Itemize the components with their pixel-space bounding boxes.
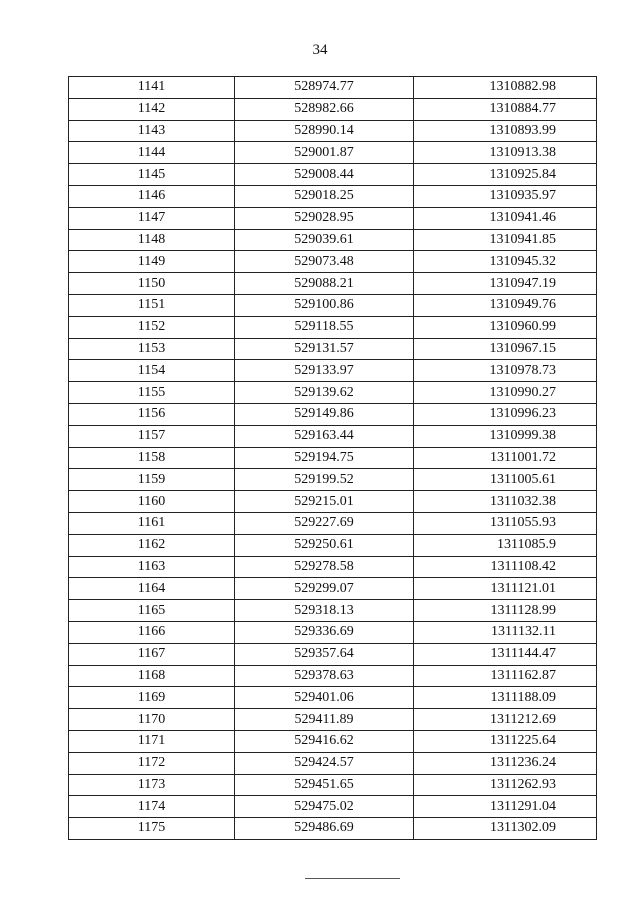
x-coordinate-cell: 529139.62 (235, 382, 414, 404)
point-number-cell: 1148 (69, 229, 235, 251)
x-coordinate-cell: 529028.95 (235, 207, 414, 229)
point-number-cell: 1141 (69, 77, 235, 99)
point-number-cell: 1175 (69, 818, 235, 840)
point-number-cell: 1157 (69, 425, 235, 447)
table-row (69, 120, 597, 142)
table-row (69, 316, 597, 338)
y-coordinate-cell: 1311132.11 (414, 621, 597, 643)
y-coordinate-cell: 1311302.09 (414, 818, 597, 840)
table-row (69, 578, 597, 600)
table-row (69, 709, 597, 731)
table-row (69, 818, 597, 840)
y-coordinate-cell: 1310999.38 (414, 425, 597, 447)
y-coordinate-cell: 1311212.69 (414, 709, 597, 731)
table-row (69, 534, 597, 556)
x-coordinate-cell: 528974.77 (235, 77, 414, 99)
point-number-cell: 1142 (69, 98, 235, 120)
x-coordinate-cell: 529163.44 (235, 425, 414, 447)
point-number-cell: 1143 (69, 120, 235, 142)
point-number-cell: 1172 (69, 752, 235, 774)
point-number-cell: 1154 (69, 360, 235, 382)
table-row (69, 447, 597, 469)
y-coordinate-cell: 1310882.98 (414, 77, 597, 99)
x-coordinate-cell: 529411.89 (235, 709, 414, 731)
table-row (69, 687, 597, 709)
table-row (69, 469, 597, 491)
y-coordinate-cell: 1310941.46 (414, 207, 597, 229)
table-row (69, 752, 597, 774)
x-coordinate-cell: 529336.69 (235, 621, 414, 643)
x-coordinate-cell: 529118.55 (235, 316, 414, 338)
y-coordinate-cell: 1311005.61 (414, 469, 597, 491)
table-row (69, 338, 597, 360)
table-row (69, 229, 597, 251)
table-row (69, 382, 597, 404)
x-coordinate-cell: 529250.61 (235, 534, 414, 556)
x-coordinate-cell: 529088.21 (235, 273, 414, 295)
table-row (69, 556, 597, 578)
point-number-cell: 1160 (69, 491, 235, 513)
y-coordinate-cell: 1310884.77 (414, 98, 597, 120)
y-coordinate-cell: 1311032.38 (414, 491, 597, 513)
x-coordinate-cell: 529401.06 (235, 687, 414, 709)
x-coordinate-cell: 529378.63 (235, 665, 414, 687)
point-number-cell: 1150 (69, 273, 235, 295)
x-coordinate-cell: 528990.14 (235, 120, 414, 142)
x-coordinate-cell: 529424.57 (235, 752, 414, 774)
table-row (69, 774, 597, 796)
table-row (69, 730, 597, 752)
y-coordinate-cell: 1311055.93 (414, 512, 597, 534)
table-row (69, 491, 597, 513)
point-number-cell: 1158 (69, 447, 235, 469)
y-coordinate-cell: 1311121.01 (414, 578, 597, 600)
table-row (69, 425, 597, 447)
y-coordinate-cell: 1311291.04 (414, 796, 597, 818)
point-number-cell: 1163 (69, 556, 235, 578)
x-coordinate-cell: 529149.86 (235, 403, 414, 425)
y-coordinate-cell: 1311144.47 (414, 643, 597, 665)
x-coordinate-cell: 529001.87 (235, 142, 414, 164)
point-number-cell: 1170 (69, 709, 235, 731)
x-coordinate-cell: 529100.86 (235, 294, 414, 316)
point-number-cell: 1168 (69, 665, 235, 687)
x-coordinate-cell: 529073.48 (235, 251, 414, 273)
table-row (69, 621, 597, 643)
point-number-cell: 1144 (69, 142, 235, 164)
footer-rule (305, 878, 400, 879)
y-coordinate-cell: 1310967.15 (414, 338, 597, 360)
table-row (69, 142, 597, 164)
x-coordinate-cell: 529133.97 (235, 360, 414, 382)
y-coordinate-cell: 1310978.73 (414, 360, 597, 382)
point-number-cell: 1151 (69, 294, 235, 316)
y-coordinate-cell: 1311225.64 (414, 730, 597, 752)
y-coordinate-cell: 1310913.38 (414, 142, 597, 164)
table-row (69, 512, 597, 534)
table-row (69, 600, 597, 622)
y-coordinate-cell: 1311236.24 (414, 752, 597, 774)
table-row (69, 185, 597, 207)
point-number-cell: 1152 (69, 316, 235, 338)
x-coordinate-cell: 529486.69 (235, 818, 414, 840)
y-coordinate-cell: 1310990.27 (414, 382, 597, 404)
y-coordinate-cell: 1311262.93 (414, 774, 597, 796)
point-number-cell: 1155 (69, 382, 235, 404)
x-coordinate-cell: 529194.75 (235, 447, 414, 469)
y-coordinate-cell: 1310935.97 (414, 185, 597, 207)
point-number-cell: 1146 (69, 185, 235, 207)
x-coordinate-cell: 529039.61 (235, 229, 414, 251)
y-coordinate-cell: 1310925.84 (414, 164, 597, 186)
table-row (69, 207, 597, 229)
x-coordinate-cell: 529199.52 (235, 469, 414, 491)
x-coordinate-cell: 529318.13 (235, 600, 414, 622)
point-number-cell: 1171 (69, 730, 235, 752)
x-coordinate-cell: 529357.64 (235, 643, 414, 665)
point-number-cell: 1174 (69, 796, 235, 818)
table-row (69, 164, 597, 186)
point-number-cell: 1149 (69, 251, 235, 273)
x-coordinate-cell: 529227.69 (235, 512, 414, 534)
table-row (69, 294, 597, 316)
point-number-cell: 1156 (69, 403, 235, 425)
x-coordinate-cell: 529416.62 (235, 730, 414, 752)
y-coordinate-cell: 1311108.42 (414, 556, 597, 578)
table-row (69, 251, 597, 273)
point-number-cell: 1161 (69, 512, 235, 534)
y-coordinate-cell: 1310941.85 (414, 229, 597, 251)
y-coordinate-cell: 1311001.72 (414, 447, 597, 469)
point-number-cell: 1159 (69, 469, 235, 491)
table-row (69, 796, 597, 818)
coordinates-table (68, 76, 597, 840)
y-coordinate-cell: 1310996.23 (414, 403, 597, 425)
table-row (69, 77, 597, 99)
y-coordinate-cell: 1311085.9 (414, 534, 597, 556)
y-coordinate-cell: 1310960.99 (414, 316, 597, 338)
point-number-cell: 1147 (69, 207, 235, 229)
point-number-cell: 1162 (69, 534, 235, 556)
point-number-cell: 1169 (69, 687, 235, 709)
point-number-cell: 1153 (69, 338, 235, 360)
point-number-cell: 1165 (69, 600, 235, 622)
table-row (69, 360, 597, 382)
table-row (69, 665, 597, 687)
table-body (69, 77, 597, 840)
point-number-cell: 1167 (69, 643, 235, 665)
y-coordinate-cell: 1310949.76 (414, 294, 597, 316)
y-coordinate-cell: 1311128.99 (414, 600, 597, 622)
y-coordinate-cell: 1311162.87 (414, 665, 597, 687)
x-coordinate-cell: 528982.66 (235, 98, 414, 120)
y-coordinate-cell: 1310947.19 (414, 273, 597, 295)
table-row (69, 403, 597, 425)
x-coordinate-cell: 529278.58 (235, 556, 414, 578)
x-coordinate-cell: 529451.65 (235, 774, 414, 796)
x-coordinate-cell: 529215.01 (235, 491, 414, 513)
x-coordinate-cell: 529475.02 (235, 796, 414, 818)
x-coordinate-cell: 529299.07 (235, 578, 414, 600)
x-coordinate-cell: 529008.44 (235, 164, 414, 186)
point-number-cell: 1145 (69, 164, 235, 186)
x-coordinate-cell: 529018.25 (235, 185, 414, 207)
point-number-cell: 1166 (69, 621, 235, 643)
point-number-cell: 1164 (69, 578, 235, 600)
table-row (69, 98, 597, 120)
y-coordinate-cell: 1310893.99 (414, 120, 597, 142)
table-row (69, 273, 597, 295)
x-coordinate-cell: 529131.57 (235, 338, 414, 360)
point-number-cell: 1173 (69, 774, 235, 796)
y-coordinate-cell: 1310945.32 (414, 251, 597, 273)
page-number: 34 (312, 42, 328, 58)
table-row (69, 643, 597, 665)
y-coordinate-cell: 1311188.09 (414, 687, 597, 709)
